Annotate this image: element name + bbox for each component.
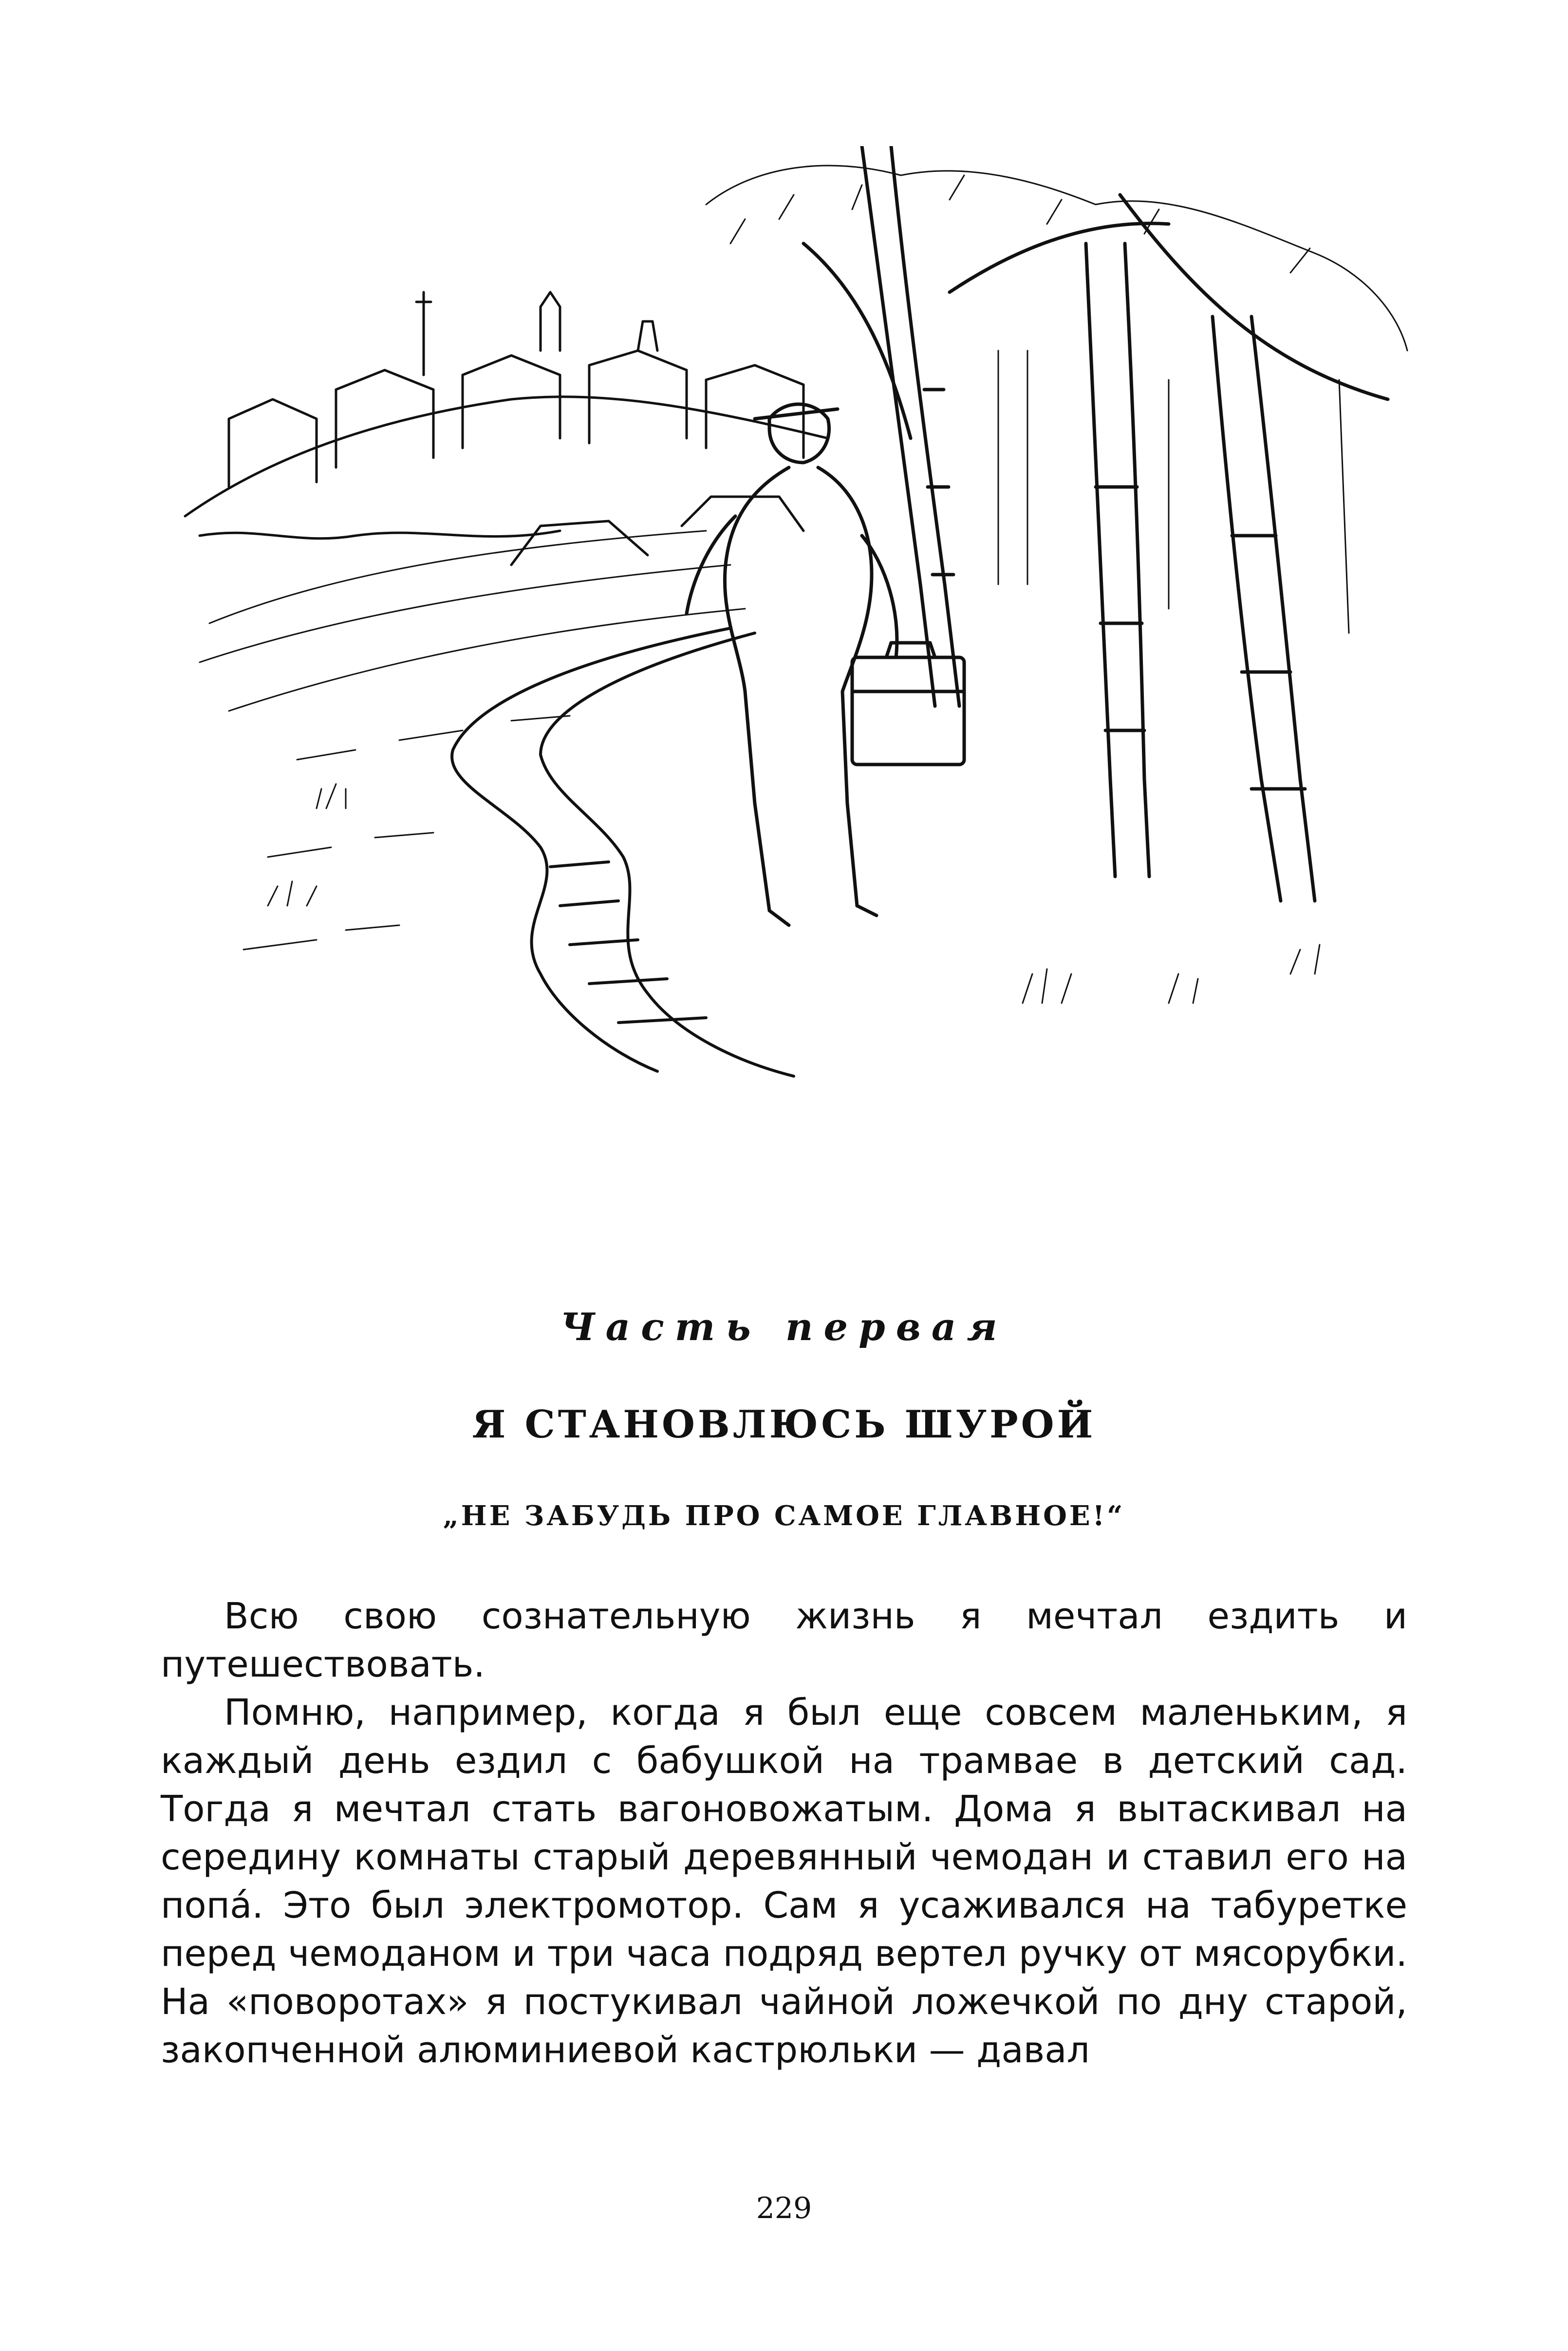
town-skyline [185, 292, 828, 565]
birch-trees [803, 146, 1388, 901]
grass-tufts [268, 784, 1320, 1003]
paragraph: Всю свою сознательную жизнь я мечтал ездить и путешествовать. [161, 1595, 1407, 1685]
page-number: 229 [756, 2191, 812, 2225]
part-title: Часть первая [560, 1305, 1008, 1349]
suitcase [852, 643, 964, 765]
tree-foliage [706, 166, 1407, 633]
hillside-hatching [200, 531, 745, 950]
section-title: Я СТАНОВЛЮСЬ ШУРОЙ [472, 1402, 1096, 1447]
paragraph: Помню, например, когда я был еще совсем маленьким, я каждый день ездил с бабушкой на трамвае в детский сад. Тогда я мечтал стать вагоновожатым. Дома я вытаскивал на середину комнаты старый деревянный чемодан и ставил его на попа́. Это был электромотор. Сам я усаживался на табуретке перед чемоданом и три часа подряд вертел ручку от мясорубки. На «поворотах» я постукивал чайной ложечкой по дну старой, закопченной алюминиевой кастрюльки — давал [161, 1692, 1407, 2071]
boy-figure [687, 404, 897, 925]
chapter-title: „НЕ ЗАБУДЬ ПРО САМОЕ ГЛАВНОЕ!“ [443, 1500, 1125, 1532]
winding-path [452, 628, 794, 1076]
illustration-drawing [170, 146, 1417, 1101]
body-text [161, 1592, 1407, 2074]
illustration-boy-with-suitcase [170, 146, 1417, 1101]
